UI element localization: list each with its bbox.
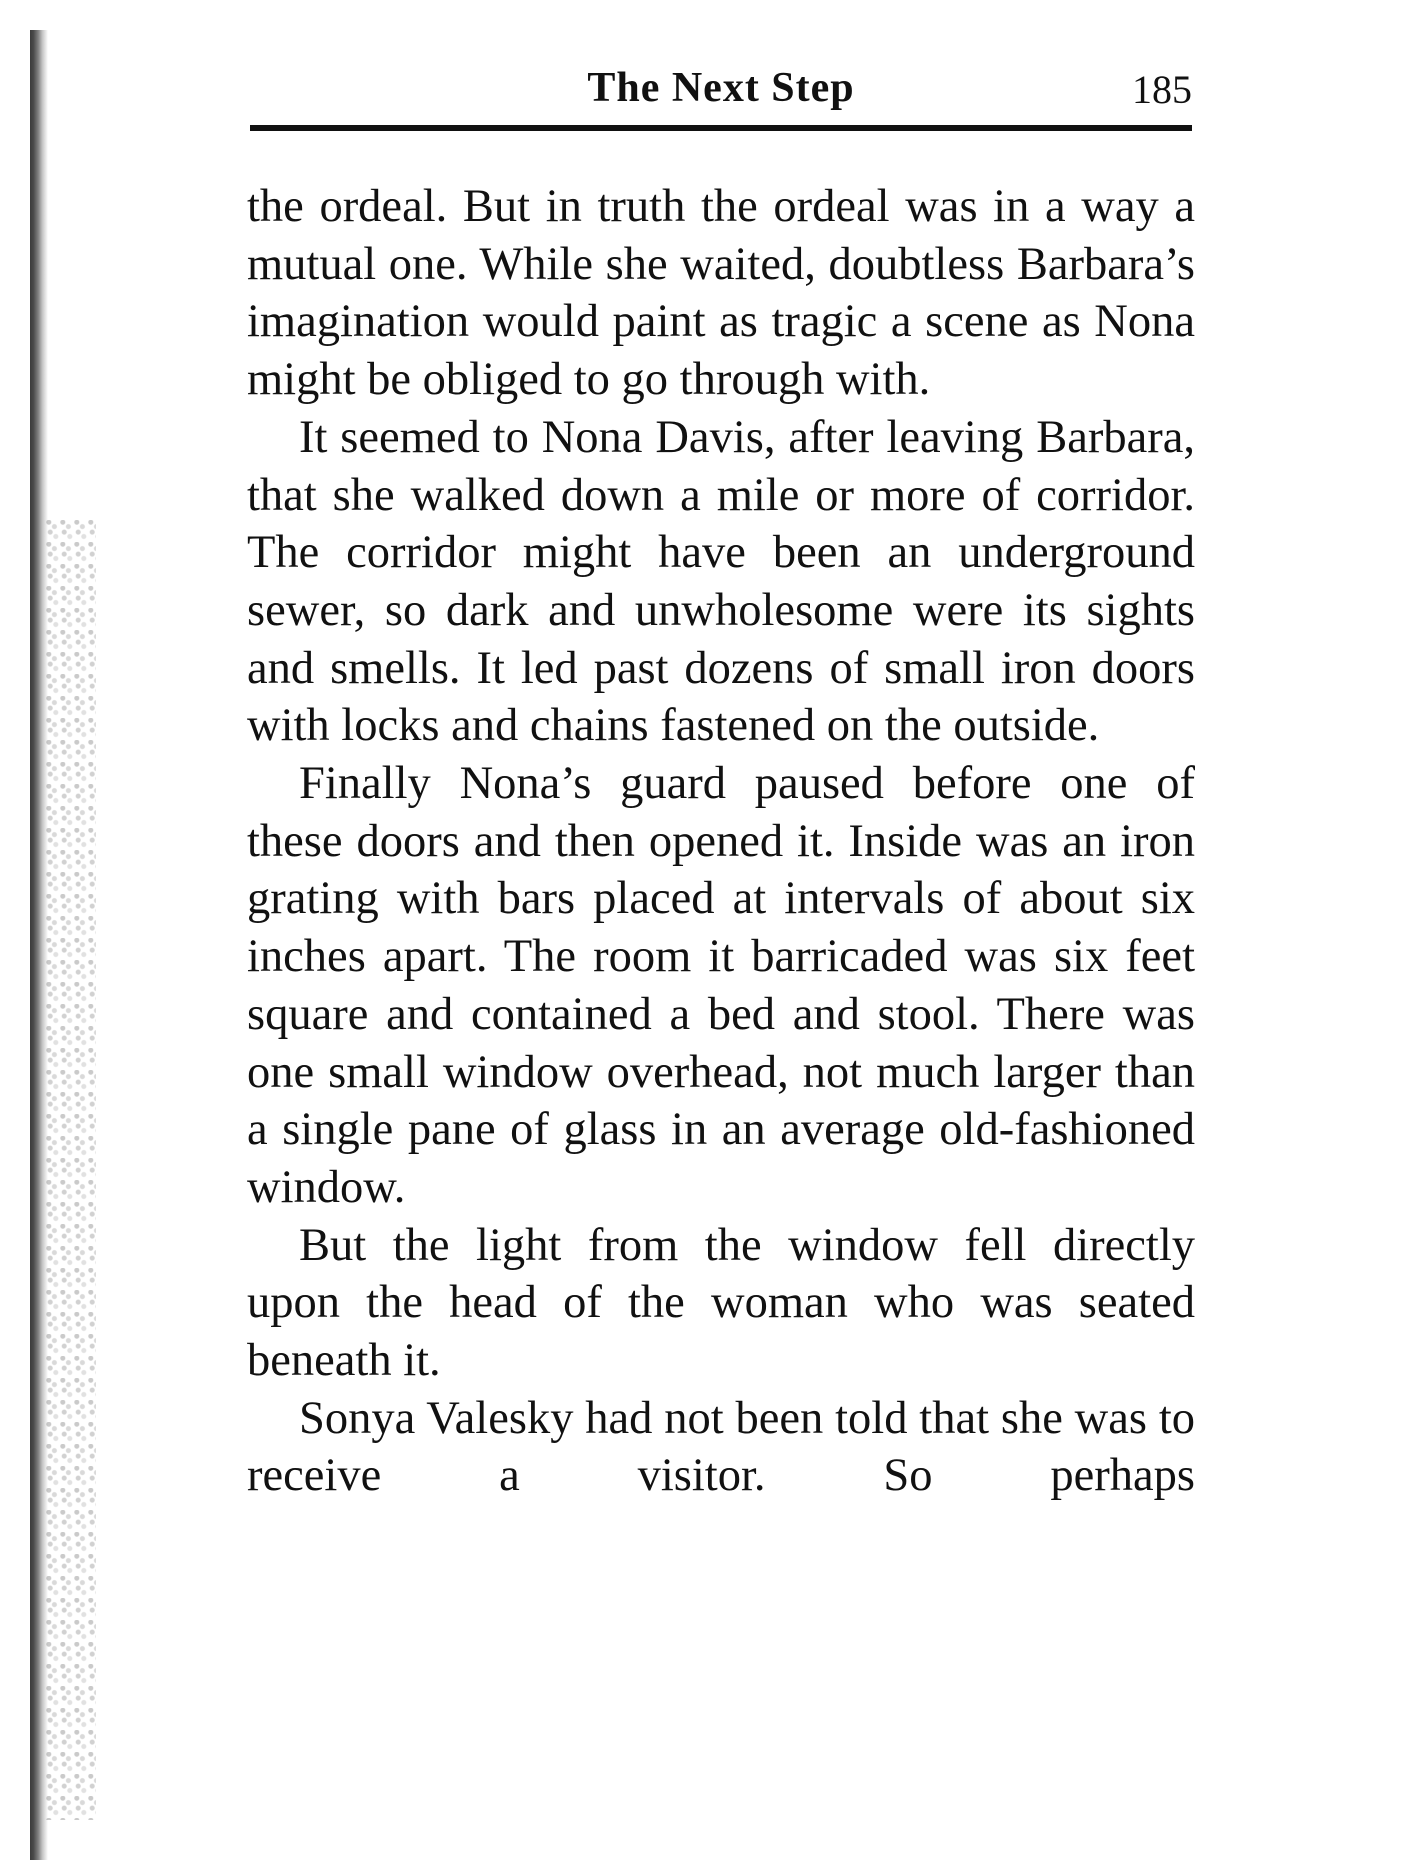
header-rule: [250, 125, 1192, 131]
running-title: The Next Step: [587, 65, 855, 111]
paragraph-3: Finally Nona’s guard paused before one of these doors and then opened it. Inside was an iron grating with bars placed at intervals of about six inches apart. The room it barricaded was six feet square and contained a bed and stool. There was one small window overhead, not much larger than a single pane of glass in an average old-fashioned window.: [247, 758, 1195, 1213]
binding-speckle: [46, 520, 96, 1820]
paragraph-1: the ordeal. But in truth the ordeal was in a way a mutual one. While she waited, doubtless Barbara’s imagination would paint as tragic a scene as Nona might be obliged to go through with.: [247, 181, 1195, 406]
body-text: [247, 178, 1195, 1505]
running-head: [250, 64, 1192, 124]
paragraph-2: It seemed to Nona Davis, after leaving Barbara, that she walked down a mile or more of corridor. The corridor might have been an underground sewer, so dark and unwholesome were its sights and smells. It led past dozens of small iron doors with locks and chains fastened on the outside.: [247, 411, 1195, 752]
paragraph-5: Sonya Valesky had not been told that she was to receive a visitor. So perhaps: [247, 1392, 1195, 1502]
paragraph-4: But the light from the window fell directly upon the head of the woman who was seated beneath it.: [247, 1219, 1195, 1387]
page-number: 185: [1132, 67, 1192, 112]
